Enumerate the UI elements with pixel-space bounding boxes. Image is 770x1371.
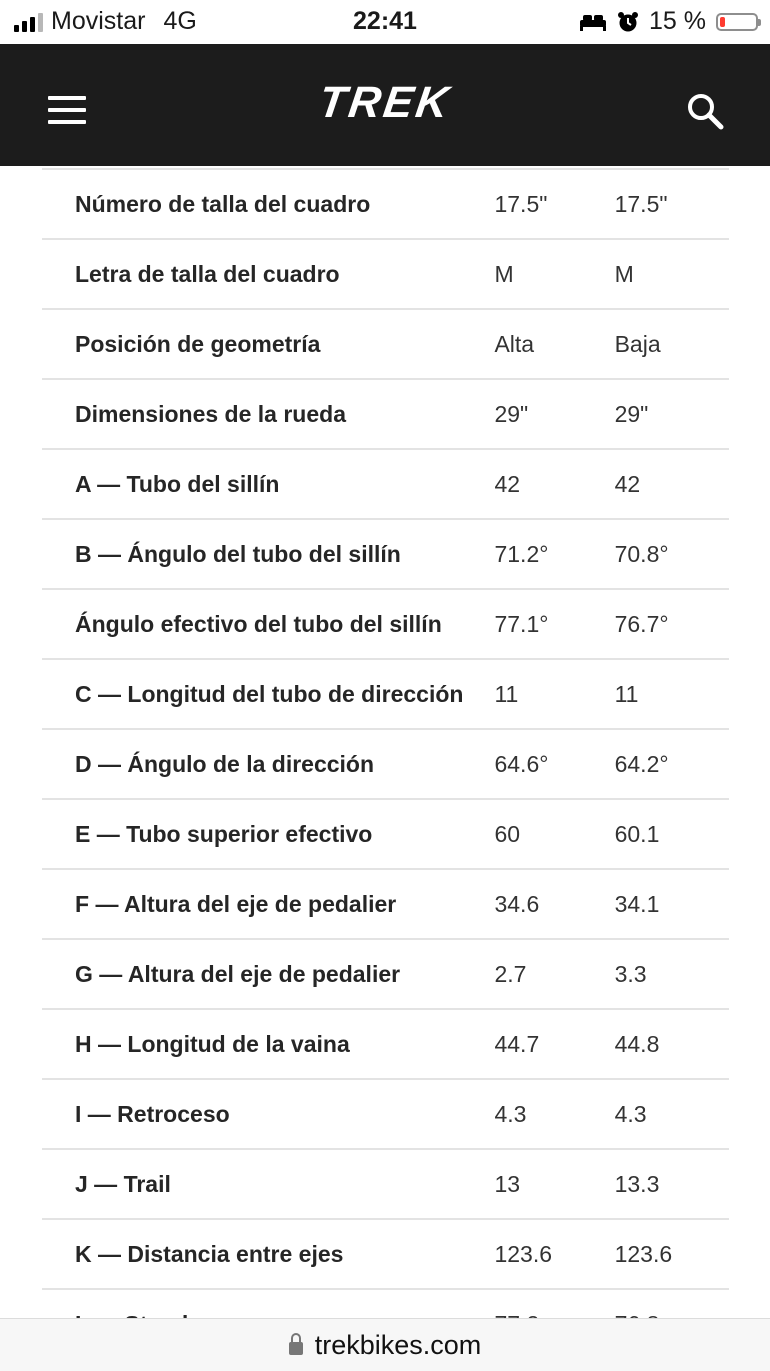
carrier-name: Movistar — [51, 7, 146, 35]
value-alta: 60 — [494, 820, 521, 847]
value-alta: 17.5" — [494, 190, 548, 217]
bed-icon — [579, 12, 607, 32]
value-alta: 11 — [494, 680, 519, 707]
table-row — [42, 800, 729, 870]
value-alta: 29" — [494, 400, 529, 427]
row-label: H — Longitud de la vaina — [75, 1030, 350, 1057]
row-label: K — Distancia entre ejes — [75, 1240, 344, 1267]
table-row — [42, 520, 729, 590]
value-baja: Baja — [614, 330, 661, 357]
status-left — [14, 7, 197, 36]
row-label: Número de talla del cuadro — [75, 190, 371, 217]
table-row — [42, 240, 729, 310]
value-alta: 64.6° — [494, 750, 549, 777]
value-baja: 29" — [614, 400, 649, 427]
value-baja: 44.8 — [614, 1030, 660, 1057]
signal-icon — [14, 12, 43, 32]
search-icon[interactable] — [686, 92, 724, 130]
value-baja: 4.3 — [614, 1100, 647, 1127]
table-row — [42, 1220, 729, 1290]
alarm-icon — [617, 11, 639, 33]
table-row — [42, 1010, 729, 1080]
row-label: Letra de talla del cuadro — [75, 260, 340, 287]
row-label: Ángulo efectivo del tubo del sillín — [75, 610, 442, 637]
table-row — [42, 660, 729, 730]
value-alta: 13 — [494, 1170, 521, 1197]
row-label: Posición de geometría — [75, 330, 321, 357]
row-label: C — Longitud del tubo de dirección — [75, 680, 464, 707]
battery-percent: 15 % — [649, 7, 706, 35]
row-label: A — Tubo del sillín — [75, 470, 280, 497]
value-alta: Alta — [494, 330, 535, 357]
url-bar[interactable] — [0, 1318, 770, 1371]
value-alta: 71.2° — [494, 540, 549, 567]
geometry-table-body — [42, 170, 729, 1360]
lock-icon — [289, 1342, 303, 1355]
value-alta: 77.1° — [494, 610, 549, 637]
status-bar — [0, 0, 770, 44]
status-time: 22:41 — [353, 7, 417, 35]
table-row — [42, 310, 729, 380]
row-label: J — Trail — [75, 1170, 171, 1197]
battery-icon — [716, 13, 758, 31]
value-baja: 13.3 — [614, 1170, 660, 1197]
value-baja: 60.1 — [614, 820, 660, 847]
trek-logo[interactable]: TREK — [315, 78, 455, 127]
row-label: D — Ángulo de la dirección — [75, 750, 375, 777]
value-baja: 64.2° — [614, 750, 669, 777]
value-baja: 42 — [614, 470, 641, 497]
value-baja: 123.6 — [614, 1240, 673, 1267]
row-label: G — Altura del eje de pedalier — [75, 960, 401, 987]
value-baja: 11 — [614, 680, 639, 707]
site-header — [0, 44, 770, 166]
value-alta: 44.7 — [494, 1030, 540, 1057]
table-row — [42, 1150, 729, 1220]
row-label: Dimensiones de la rueda — [75, 400, 346, 427]
value-baja: 76.7° — [614, 610, 669, 637]
table-row — [42, 170, 729, 240]
table-row — [42, 380, 729, 450]
url-domain[interactable]: trekbikes.com — [314, 1329, 482, 1360]
value-baja: 34.1 — [614, 890, 660, 917]
table-row — [42, 1080, 729, 1150]
value-baja: M — [614, 260, 634, 287]
value-alta: 2.7 — [494, 960, 527, 987]
battery-level — [720, 17, 725, 27]
table-row — [42, 730, 729, 800]
table-row — [42, 870, 729, 940]
value-baja: 17.5" — [614, 190, 668, 217]
value-alta: 4.3 — [494, 1100, 527, 1127]
table-row — [42, 940, 729, 1010]
geometry-table — [42, 168, 729, 1360]
value-alta: 42 — [494, 470, 521, 497]
network-type: 4G — [163, 7, 197, 35]
row-label: F — Altura del eje de pedalier — [75, 890, 397, 917]
value-alta: 123.6 — [494, 1240, 553, 1267]
row-label: B — Ángulo del tubo del sillín — [75, 540, 401, 567]
value-baja: 3.3 — [614, 960, 647, 987]
value-baja: 70.8° — [614, 540, 669, 567]
row-label: E — Tubo superior efectivo — [75, 820, 373, 847]
table-row — [42, 590, 729, 660]
row-label: I — Retroceso — [75, 1100, 230, 1127]
status-right — [579, 7, 758, 36]
table-row — [42, 450, 729, 520]
value-alta: M — [494, 260, 514, 287]
value-alta: 34.6 — [494, 890, 540, 917]
